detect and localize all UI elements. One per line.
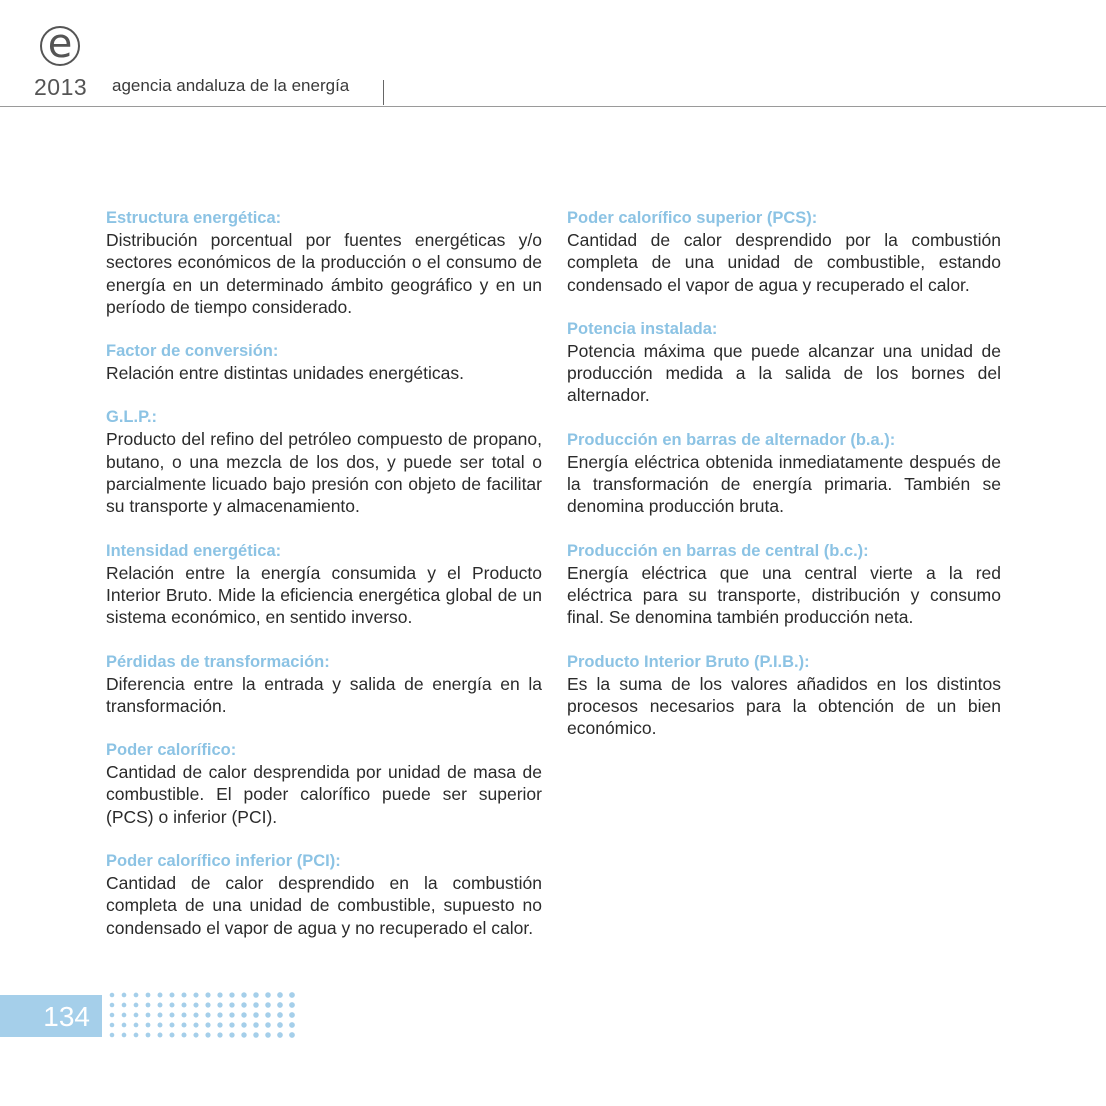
decorative-dot [289,1022,295,1028]
decorative-dot [253,1012,259,1018]
glossary-entry [567,318,1001,407]
glossary-entry [106,340,542,384]
glossary-entry [567,207,1001,296]
glossary-definition: Es la suma de los valores añadidos en los distintos procesos necesarios para la obtención de un bien económico. [567,673,1001,739]
page-number: 134 [43,1001,90,1032]
glossary-term: Producto Interior Bruto (P.I.B.): [567,652,810,671]
decorative-dot [277,1012,283,1018]
decorative-dot [134,1033,139,1038]
decorative-dot [217,1032,222,1037]
decorative-dot [181,1022,186,1027]
decorative-dot [146,1003,151,1008]
decorative-dot [134,1023,139,1028]
decorative-dot [241,1002,246,1007]
decorative-dot [289,1032,295,1038]
header-org-name: agencia andaluza de la energía [112,76,350,95]
decorative-dot [277,1032,283,1038]
decorative-dot [110,1023,115,1028]
decorative-dot [205,1002,210,1007]
decorative-dot [277,992,283,998]
decorative-dot [158,993,163,998]
decorative-dot [253,1022,259,1028]
glossary-term: Pérdidas de transformación: [106,652,330,671]
decorative-dot [289,1012,295,1018]
decorative-dot [181,1032,186,1037]
decorative-dot [205,1022,210,1027]
decorative-dot [217,1002,222,1007]
glossary-term: G.L.P.: [106,408,158,427]
decorative-dot [253,1032,259,1038]
decorative-dot [181,1012,186,1017]
glossary-definition: Relación entre la energía consumida y el Producto Interior Bruto. Mide la eficiencia energética global de un sistema económico, en sentido inverso. [106,562,542,628]
glossary-term: Poder calorífico superior (PCS): [567,209,818,227]
glossary-entry [106,850,542,939]
decorative-dot [253,1002,259,1008]
decorative-dot [277,1022,283,1028]
decorative-dot [181,1002,186,1007]
glossary-definition: Producto del refino del petróleo compuesto de propano, butano, o una mezcla de los dos, y puede ser total o parcialmente licuado bajo presión con objeto de facilitar su transporte y almacenamiento. [106,429,542,517]
decorative-dot [158,1013,163,1018]
decorative-dot [122,1013,127,1018]
decorative-dot [265,1012,271,1018]
decorative-dot [134,1003,139,1008]
decorative-dot [241,1012,246,1017]
glossary-definition: Cantidad de calor desprendido por la combustión completa de una unidad de combustible, estando condensado el vapor de agua y recuperado el calor. [567,230,1001,295]
decorative-dot [170,1003,175,1008]
page-header [0,0,1106,108]
glossary-definition: Diferencia entre la entrada y salida de energía en la transformación. [106,673,542,716]
decorative-dot [229,1012,234,1017]
glossary-entry [106,207,542,318]
decorative-dot [205,1032,210,1037]
glossary-entry [567,540,1001,629]
glossary-entry [567,429,1001,518]
decorative-dot [193,992,198,997]
decorative-dot [229,1002,234,1007]
decorative-dot [193,1012,198,1017]
decorative-dot [134,1013,139,1018]
decorative-dot [205,1012,210,1017]
decorative-dot [241,992,246,997]
decorative-dot [193,1032,198,1037]
decorative-dot [181,992,186,997]
decorative-dot [170,1013,175,1018]
decorative-dot [134,993,139,998]
glossary-left-column [106,207,542,961]
decorative-dot [146,1033,151,1038]
decorative-dot [170,993,175,998]
decorative-dot [217,1012,222,1017]
decorative-dot [146,993,151,998]
glossary-term: Poder calorífico: [106,741,237,760]
decorative-dot [193,1002,198,1007]
glossary-term: Factor de conversión: [106,342,279,361]
header-year: 2013 [34,74,88,100]
decorative-dot [229,992,234,997]
decorative-dot [265,1022,271,1028]
glossary-term: Intensidad energética: [106,541,282,560]
decorative-dot [158,1023,163,1028]
decorative-dot [110,993,115,998]
decorative-dot [229,1022,234,1027]
glossary-definition: Cantidad de calor desprendido en la combustión completa de una unidad de combustible, supuesto no condensado el vapor de agua y no recuperado el calor. [106,873,542,938]
decorative-dot [158,1003,163,1008]
decorative-dot [122,1023,127,1028]
glossary-term: Producción en barras de alternador (b.a.): [567,430,896,449]
decorative-dot [289,992,295,998]
decorative-dot [122,1003,127,1008]
decorative-dot [205,992,210,997]
glossary-definition: Distribución porcentual por fuentes energéticas y/o sectores económicos de la producción o el consumo de energía en un determinado ámbito geográfico y en un período de tiempo considerado. [106,230,542,317]
glossary-entry [106,739,542,828]
glossary-definition: Relación entre distintas unidades energéticas. [106,363,464,384]
decorative-dot [170,1023,175,1028]
glossary-term: Potencia instalada: [567,319,718,338]
header-vertical-divider [383,80,384,105]
decorative-dot [122,993,127,998]
decorative-dot [122,1033,127,1038]
glossary-entry [106,406,542,517]
glossary-entry [106,540,542,629]
decorative-dot [241,1022,246,1027]
glossary-definition: Cantidad de calor desprendida por unidad de masa de combustible. El poder calorífico puede ser superior (PCS) o inferior (PCI). [106,762,542,827]
glossary-entry [106,651,542,718]
decorative-dot [110,1033,115,1038]
dot-pattern-decoration [108,990,308,1040]
glossary-definition: Energía eléctrica que una central vierte a la red eléctrica para su transporte, distribución y consumo final. Se denomina también producción neta. [567,562,1001,628]
decorative-dot [170,1033,175,1038]
decorative-dot [146,1023,151,1028]
logo-e-icon: e [40,26,80,66]
glossary-term: Estructura energética: [106,209,282,227]
decorative-dot [265,1032,271,1038]
glossary-definition: Potencia máxima que puede alcanzar una unidad de producción medida a la salida de los bornes del alternador. [567,340,1001,406]
header-horizontal-divider [0,106,1106,107]
decorative-dot [158,1033,163,1038]
glossary-term: Poder calorífico inferior (PCI): [106,852,341,871]
decorative-dot [277,1002,283,1008]
glossary-definition: Energía eléctrica obtenida inmediatamente después de la transformación de energía primaria. También se denomina producción bruta. [567,451,1001,517]
decorative-dot [241,1032,246,1037]
decorative-dot [217,992,222,997]
decorative-dot [265,992,271,998]
decorative-dot [193,1022,198,1027]
page-number-box [0,995,102,1037]
decorative-dot [253,992,259,998]
decorative-dot [110,1003,115,1008]
decorative-dot [146,1013,151,1018]
glossary-term: Producción en barras de central (b.c.): [567,541,869,560]
decorative-dot [289,1002,295,1008]
decorative-dot [229,1032,234,1037]
decorative-dot [265,1002,271,1008]
decorative-dot [110,1013,115,1018]
glossary-right-column [567,207,1001,761]
glossary-entry [567,651,1001,740]
decorative-dot [217,1022,222,1027]
